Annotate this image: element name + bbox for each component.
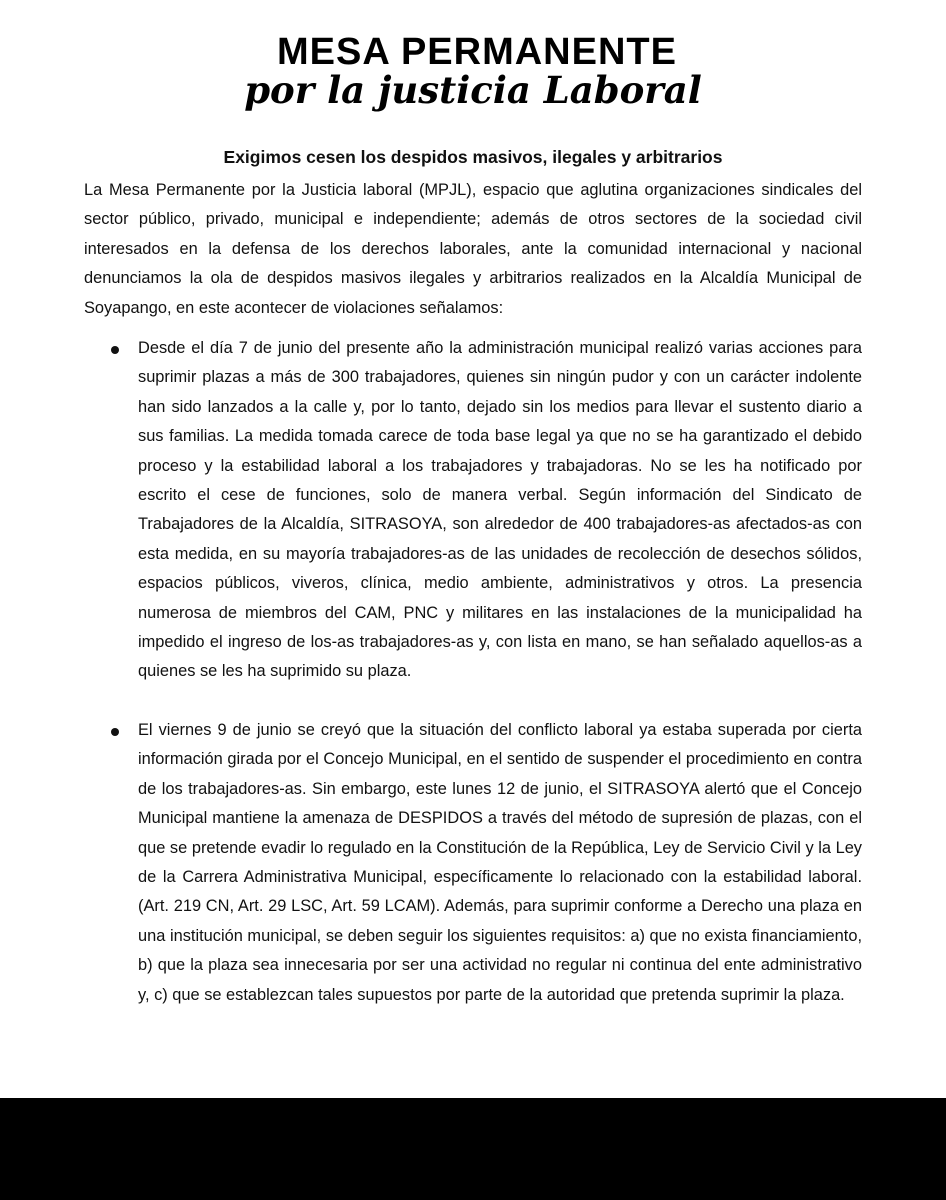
bullet-paragraph-2: El viernes 9 de junio se creyó que la situación del conflicto laboral ya estaba superada por cierta información girada por el Concejo Municipal, en el sentido de suspender el procedimiento en contra de los trabajadores-as. Sin embargo, este lunes 12 de junio, el SITRASOYA alertó que el Concejo Municipal mantiene la amenaza de DESPIDOS a través del método de supresión de plazas, con el que se pretende evadir lo regulado en la Constitución de la República, Ley de Servicio Civil y la Ley de la Carrera Administrativa Municipal, específicamente lo relacionado con la estabilidad laboral. (Art. 219 CN, Art. 29 LSC, Art. 59 LCAM). Además, para suprimir conforme a Derecho una plaza en una institución municipal, se deben seguir los siguientes requisitos: a) que no exista financiamiento, b) que la plaza sea innecesaria por ser una actividad no regular ni continua del ente administrativo y, c) que se establezcan tales supuestos por parte de la autoridad que pretenda suprimir la plaza. xyxy=(138,721,862,1004)
bullet-point-icon xyxy=(111,728,119,736)
bullet-point-icon xyxy=(111,346,119,354)
organization-logo xyxy=(0,30,946,110)
document-title: Exigimos cesen los despidos masivos, ilegales y arbitrarios xyxy=(223,147,723,167)
footer-black-bar xyxy=(0,1098,946,1200)
intro-paragraph: La Mesa Permanente por la Justicia laboral (MPJL), espacio que aglutina organizaciones sindicales del sector público, privado, municipal e independiente; además de otros sectores de la sociedad civil interesados en la defensa de los derechos laborales, ante la comunidad internacional y nacional denunciamos la ola de despidos masivos ilegales y arbitrarios realizados en la Alcaldía Municipal de Soyapango, en este acontecer de violaciones señalamos: xyxy=(84,181,862,317)
bullet-paragraph-1: Desde el día 7 de junio del presente año la administración municipal realizó varias acciones para suprimir plazas a más de 300 trabajadores, quienes sin ningún pudor y con un carácter indolente han sido lanzados a la calle y, por lo tanto, dejado sin los medios para llevar el sustento diario a sus familias. La medida tomada carece de toda base legal ya que no se ha garantizado el debido proceso y la estabilidad laboral a los trabajadores y trabajadoras. No se les ha notificado por escrito el cese de funciones, solo de manera verbal. Según información del Sindicato de Trabajadores de la Alcaldía, SITRASOYA, son alrededor de 400 trabajadores-as afectados-as con esta medida, en su mayoría trabajadores-as de las unidades de recolección de desechos sólidos, espacios públicos, viveros, clínica, medio ambiente, administrativos y otros. La presencia numerosa de miembros del CAM, PNC y militares en las instalaciones de la municipalidad ha impedido el ingreso de los-as trabajadores-as y, con lista en mano, se han señalado aquellos-as a quienes se les ha suprimido su plaza. xyxy=(138,339,862,681)
logo-subtitle: por la justicia Laboral xyxy=(244,68,702,112)
logo-title: MESA PERMANENTE xyxy=(277,31,677,73)
